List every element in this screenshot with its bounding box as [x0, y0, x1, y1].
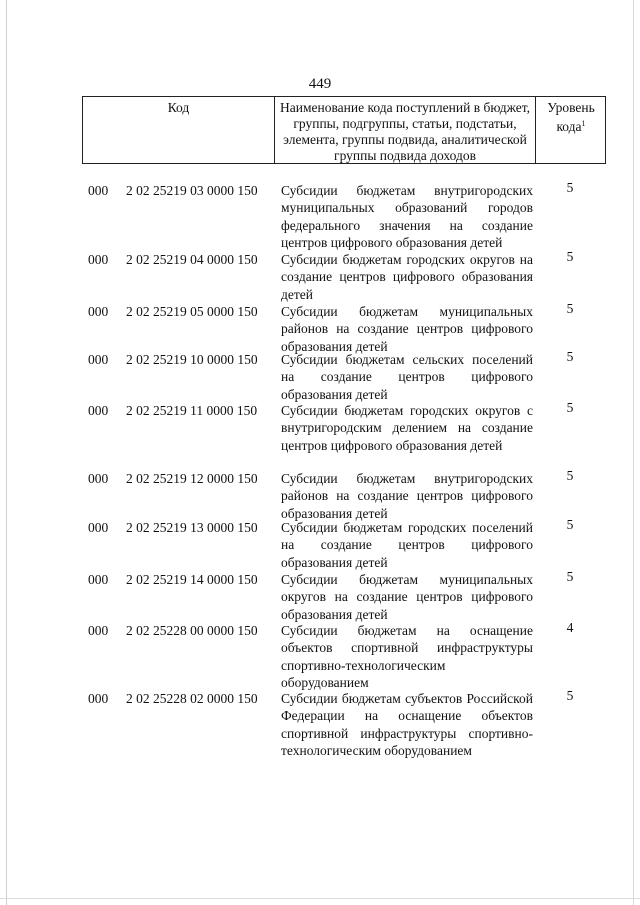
row-admin-code: 000	[88, 520, 109, 535]
scan-edge-bottom	[0, 898, 640, 899]
header-level-footnote: 1	[581, 119, 586, 128]
row-admin-code: 000	[88, 471, 109, 486]
row-level: 5	[566, 249, 574, 264]
row-admin-code: 000	[88, 183, 109, 198]
row-admin-code: 000	[88, 691, 109, 706]
row-income-code: 2 02 25219 04 0000 150	[126, 252, 258, 267]
row-description: Субсидии бюджетам муниципальных округов на создание центров цифрового образования детей	[281, 572, 533, 622]
row-admin-code: 000	[88, 304, 109, 319]
row-description: Субсидии бюджетам городских округов на создание центров цифрового образования детей	[281, 252, 533, 302]
row-level: 4	[566, 620, 574, 635]
row-description: Субсидии бюджетам городских поселений на создание центров цифрового образования детей	[281, 520, 533, 570]
row-description: Субсидии бюджетам муниципальных районов на создание центров цифрового образования детей	[281, 304, 533, 354]
row-level: 5	[566, 468, 574, 483]
row-income-code: 2 02 25219 13 0000 150	[126, 520, 258, 535]
row-level: 5	[566, 688, 574, 703]
row-income-code: 2 02 25219 14 0000 150	[126, 572, 258, 587]
row-admin-code: 000	[88, 252, 109, 267]
page-number: 449	[308, 76, 332, 92]
table-header	[82, 96, 606, 164]
row-admin-code: 000	[88, 352, 109, 367]
scan-edge-left	[6, 0, 7, 905]
scan-edge-right	[633, 0, 634, 905]
row-income-code: 2 02 25219 03 0000 150	[126, 183, 258, 198]
row-description: Субсидии бюджетам сельских поселений на создание центров цифрового образования детей	[281, 352, 533, 402]
row-income-code: 2 02 25228 00 0000 150	[126, 623, 258, 638]
row-level: 5	[566, 180, 574, 195]
row-description: Субсидии бюджетам внутригородских районов на создание центров цифрового образования детей	[281, 471, 533, 521]
row-description: Субсидии бюджетам субъектов Российской Федерации на оснащение объектов спортивной инфраструктуры спортивно-технологическим оборудованием	[281, 691, 533, 758]
row-income-code: 2 02 25219 11 0000 150	[126, 403, 258, 418]
row-description: Субсидии бюджетам городских округов с внутригородским делением на создание центров цифрового образования детей	[281, 403, 533, 453]
row-admin-code: 000	[88, 623, 109, 638]
row-level: 5	[566, 569, 574, 584]
row-level: 5	[566, 400, 574, 415]
header-level-label: Уровень кода	[547, 100, 595, 134]
row-income-code: 2 02 25219 12 0000 150	[126, 471, 258, 486]
row-description: Субсидии бюджетам внутригородских муниципальных образований городов федерального значения на создание центров цифрового образования детей	[281, 183, 533, 250]
row-admin-code: 000	[88, 572, 109, 587]
row-income-code: 2 02 25219 10 0000 150	[126, 352, 258, 367]
row-level: 5	[566, 301, 574, 316]
header-code: Код	[167, 100, 190, 115]
row-level: 5	[566, 517, 574, 532]
header-level	[536, 97, 606, 163]
row-income-code: 2 02 25228 02 0000 150	[126, 691, 258, 706]
row-description: Субсидии бюджетам на оснащение объектов спортивной инфраструктуры спортивно-технологическим оборудованием	[281, 623, 533, 690]
row-level: 5	[566, 349, 574, 364]
header-name: Наименование кода поступлений в бюджет, группы, подгруппы, статьи, подстатьи, элемента, группы подвида, аналитической группы подвида доходов	[274, 97, 536, 163]
row-income-code: 2 02 25219 05 0000 150	[126, 304, 258, 319]
row-admin-code: 000	[88, 403, 109, 418]
